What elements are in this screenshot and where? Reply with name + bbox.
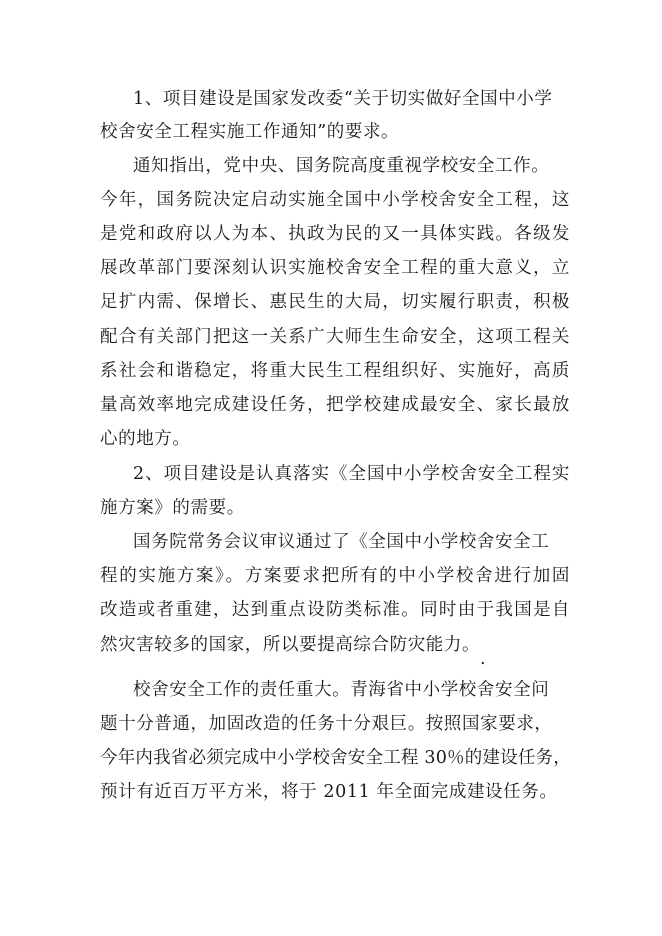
para1-line1: 1、项目建设是国家发改委“关于切实做好全国中小学 <box>133 89 553 109</box>
para4-line1: 国务院常务会议审议通过了《全国中小学校舍安全工 <box>133 532 550 552</box>
para2-line8: 量高效率地完成建设任务，把学校建成最安全、家长最放 <box>100 395 570 415</box>
para2-line9: 心的地方。 <box>100 429 191 449</box>
para4-line4: 然灾害较多的国家，所以要提高综合防灾能力。 <box>100 635 481 655</box>
para2-line5: 足扩内需、保增长、惠民生的大局，切实履行职责，积极 <box>100 292 570 312</box>
para2-line6: 配合有关部门把这一关系广大师生生命安全，这项工程关 <box>100 327 570 347</box>
para2-line3: 是党和政府以人为本、执政为民的又一具体实践。各级发 <box>100 224 570 244</box>
para5-line2: 题十分普通，加固改造的任务十分艰巨。按照国家要求， <box>100 714 553 734</box>
stray-mark: . <box>480 649 486 669</box>
para2-line7: 系社会和谐稳定，将重大民生工程组织好、实施好，高质 <box>100 361 570 381</box>
para1-line2: 校舍安全工程实施工作通知”的要求。 <box>100 122 400 142</box>
para4-line2: 程的实施方案》。方案要求把所有的中小学校舍进行加固 <box>100 566 570 586</box>
para3-line2: 施方案》的需要。 <box>100 498 245 518</box>
para2-line4: 展改革部门要深刻认识实施校舍安全工程的重大意义，立 <box>100 258 570 278</box>
para5-line3: 今年内我省必须完成中小学校舍安全工程 30％的建设任务， <box>100 748 571 768</box>
para2-line1: 通知指出，党中央、国务院高度重视学校安全工作。 <box>133 156 550 176</box>
para3-line1: 2、项目建设是认真落实《全国中小学校舍安全工程实 <box>133 464 570 484</box>
para2-line2: 今年，国务院决定启动实施全国中小学校舍安全工程，这 <box>100 190 570 210</box>
para4-line3: 改造或者重建，达到重点设防类标准。同时由于我国是自 <box>100 600 570 620</box>
para5-line1: 校舍安全工作的责任重大。青海省中小学校舍安全问 <box>133 680 550 700</box>
para5-line4: 预计有近百万平方米，将于 2011 年全面完成建设任务。 <box>100 782 558 802</box>
